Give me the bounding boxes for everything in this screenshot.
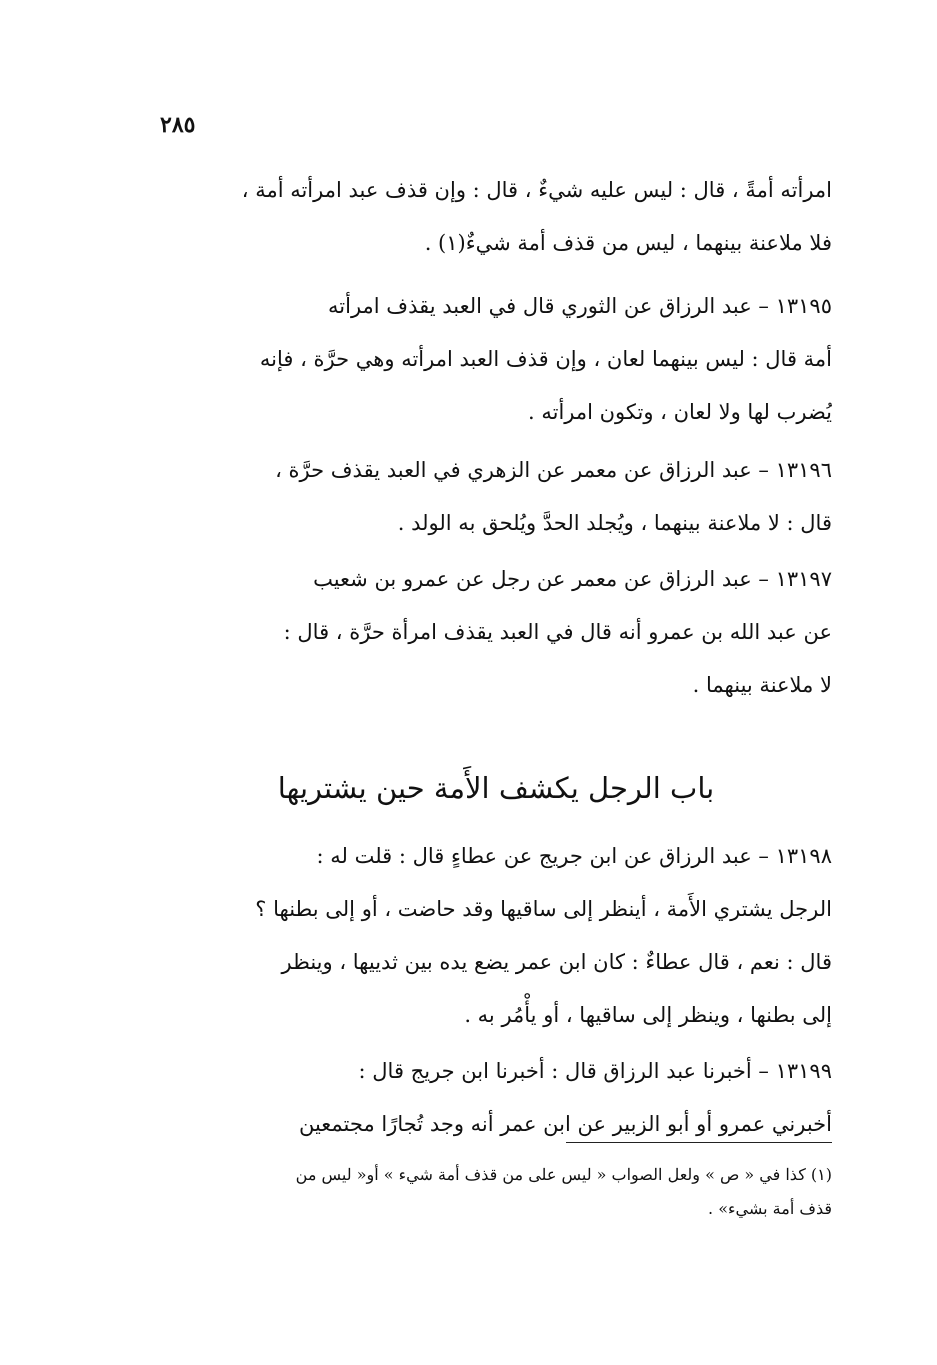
text-line: ١٣١٩٨ – عبد الرزاق عن ابن جريج عن عطاءٍ قال : قلت له : (316, 844, 832, 868)
hadith-13199 (160, 1045, 832, 1151)
footnote-line: (١) كذا في « ص » ولعل الصواب « ليس على من قذف أمة شيء » أو« ليس من (295, 1165, 832, 1184)
text-line: لا ملاعنة بينهما . (692, 673, 832, 697)
text-line: امرأته أمةً ، قال : ليس عليه شيءٌ ، قال : وإن قذف عبد امرأته أمة ، (241, 178, 832, 202)
text-line: فلا ملاعنة بينهما ، ليس من قذف أمة شيءٌ(١) . (424, 231, 832, 255)
text-line: ١٣١٩٥ – عبد الرزاق عن الثوري قال في العبد يقذف امرأته (328, 294, 832, 318)
text-line: عن عبد الله بن عمرو أنه قال في العبد يقذف امرأة حرَّة ، قال : (283, 620, 832, 644)
footnotes (160, 1158, 832, 1226)
hadith-13198 (160, 830, 832, 1042)
hadith-13197 (160, 553, 832, 712)
chapter-heading: باب الرجل يكشف الأَمة حين يشتريها (277, 771, 715, 805)
text-line: أمة قال : ليس بينهما لعان ، وإن قذف العبد امرأته وهي حرَّة ، فإنه (259, 347, 832, 371)
text-line: الرجل يشتري الأَمة ، أينظر إلى ساقيها وقد حاضت ، أو إلى بطنها ؟ (255, 897, 832, 921)
text-line: ١٣١٩٩ – أخبرنا عبد الرزاق قال : أخبرنا ابن جريج قال : (358, 1059, 832, 1083)
hadith-13196 (160, 444, 832, 550)
text-line: ١٣١٩٦ – عبد الرزاق عن معمر عن الزهري في العبد يقذف حرَّة ، (275, 458, 832, 482)
text-line: قال : نعم ، قال عطاءٌ : كان ابن عمر يضع يده بين ثدييها ، وينظر (281, 950, 832, 974)
text-line: قال : لا ملاعنة بينهما ، ويُجلد الحدَّ ويُلحق به الولد . (397, 511, 832, 535)
text-line: إلى بطنها ، وينظر إلى ساقيها ، أو يأْمُر به . (464, 1003, 832, 1027)
text-line: ١٣١٩٧ – عبد الرزاق عن معمر عن رجل عن عمرو بن شعيب (313, 567, 832, 591)
intro-paragraph (160, 164, 832, 270)
text-line: أخبرني عمرو أو أبو الزبير عن ابن عمر أنه وجد تُجارًا مجتمعين (298, 1112, 832, 1136)
text-line: يُضرب لها ولا لعان ، وتكون امرأته . (528, 400, 832, 424)
hadith-13195 (160, 280, 832, 439)
footnote-divider (566, 1142, 832, 1143)
footnote-line: قذف أمة بشيء» . (708, 1199, 832, 1218)
page-number: ٢٨٥ (160, 112, 196, 138)
